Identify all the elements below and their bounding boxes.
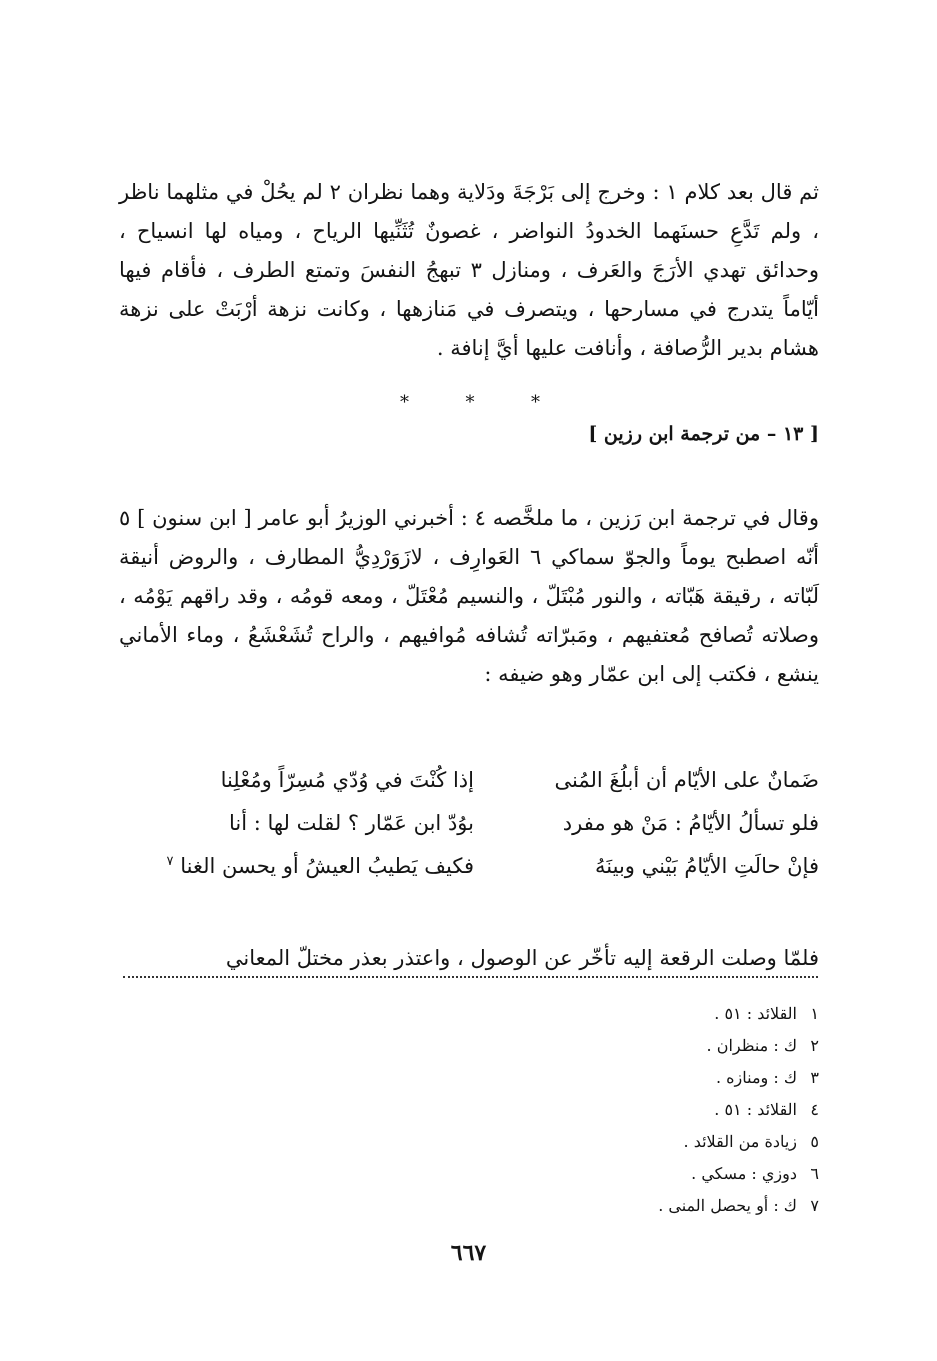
verse-line bbox=[119, 758, 819, 801]
footnote bbox=[658, 1158, 819, 1190]
paragraph-barja: ثم قال بعد كلام ١ : وخرج إلى بَرْجَةَ ودَلاية وهما نظران ٢ لم يحُلْ في مثلهما ناظر ، ولم تَدَّعِ حسنَهما الخدودُ النواضر ، غصونٌ تُثَنِّيها الرياح ، ومياه لها انسياح ، وحدائق تهدي الأرَجَ والعَرف ، ومنازل ٣ تبهجُ النفسَ وتمتع الطرف ، فأقام فيها أيّاماً يتدرج في مسارحها ، ويتصرف في مَنازهها ، وكانت نزهة أرْبَتْ على نزهة هشام بدير الرُّصافة ، وأنافت عليها أيَّ إنافة . bbox=[119, 180, 819, 360]
footnote-text: دوزي : مسكي . bbox=[691, 1164, 797, 1183]
footnote-text: ك : ومنازه . bbox=[715, 1068, 797, 1087]
separator-star: * bbox=[400, 392, 409, 413]
footnote-number: ٢ bbox=[810, 1036, 819, 1055]
footnotes bbox=[658, 998, 819, 1222]
footnote bbox=[658, 1190, 819, 1222]
separator-star: * bbox=[465, 392, 475, 413]
page-number: ٦٦٧ bbox=[450, 1240, 487, 1266]
footnote-number: ٦ bbox=[810, 1164, 819, 1183]
footnote bbox=[658, 1062, 819, 1094]
footnote bbox=[658, 1094, 819, 1126]
verse-second-hemistich: بوُدّ ابن عَمّار ؟ لقلت لها : أنا bbox=[228, 810, 474, 835]
footnote-number: ٧ bbox=[810, 1196, 819, 1215]
footnote-text: ك : منظران . bbox=[706, 1036, 797, 1055]
section-heading: [ ١٣ – من ترجمة ابن رزين ] bbox=[588, 423, 819, 445]
footnote-text: زيادة من القلائد . bbox=[683, 1132, 797, 1151]
verse-line bbox=[119, 801, 819, 844]
verse-second-hemistich bbox=[119, 854, 474, 878]
footnote-number: ٣ bbox=[810, 1068, 819, 1087]
footnote-text: القلائد : ٥١ . bbox=[714, 1004, 797, 1023]
poem bbox=[119, 758, 819, 887]
verse-second-hemistich: إذا كُنْتَ في وُدّي مُسِرّاً ومُعْلِنا bbox=[220, 767, 474, 792]
footnote-number: ٥ bbox=[810, 1132, 819, 1151]
separator-star: * bbox=[531, 392, 540, 413]
footnote-text: القلائد : ٥١ . bbox=[714, 1100, 797, 1119]
footnote-number: ١ bbox=[810, 1004, 819, 1023]
paragraph-ibn-razin: وقال في ترجمة ابن رَزين ، ما ملخَّصه ٤ : أخبرني الوزيرُ أبو عامر [ ابن سنون ] ٥ أنّه اصطبح يوماً والجوّ سماكي ٦ العَوارِف ، لازَوَرْدِيُّ المطارف ، والروض أنيقة لَبّاته ، رقيقة هَبّاته ، والنور مُبْتَلّ ، والنسيم مُعْتَلّ ، ومعه قومُه ، وقد راقهم يَوْمُه ، وصلاته تُصافح مُعتفيهم ، ومَبرّاته تُشافه مُوافيهم ، والراح تُشَعْشَعُ ، وماء الأماني ينشع ، فكتب إلى ابن عمّار وهو ضيفه : bbox=[119, 506, 819, 686]
footnote bbox=[658, 998, 819, 1030]
verse-first-hemistich: ضَمانٌ على الأيّام أن أبلُغَ المُنى bbox=[554, 767, 819, 792]
footnote-divider bbox=[123, 976, 818, 978]
verse-first-hemistich: فلو تسألُ الأيّامُ : مَنْ هو مفرد bbox=[562, 810, 819, 835]
footnote bbox=[658, 1030, 819, 1062]
section-separator bbox=[400, 392, 540, 413]
footnote-number: ٤ bbox=[810, 1100, 819, 1119]
footnote-marker: ٧ bbox=[166, 853, 174, 869]
verse-first-hemistich: فإنْ حالَتِ الأيّامُ بَيْني وبينَهُ bbox=[595, 853, 819, 878]
verse-line bbox=[119, 844, 819, 887]
paragraph-reply: فلمّا وصلت الرقعة إليه تأخّر عن الوصول ، واعتذر بعذر مختلّ المعاني bbox=[225, 946, 819, 970]
verse-second-hemistich-text: فكيف يَطيبُ العيشُ أو يحسن الغنا bbox=[180, 853, 474, 878]
footnote bbox=[658, 1126, 819, 1158]
footnote-text: ك : أو يحصل المنى . bbox=[658, 1196, 797, 1215]
